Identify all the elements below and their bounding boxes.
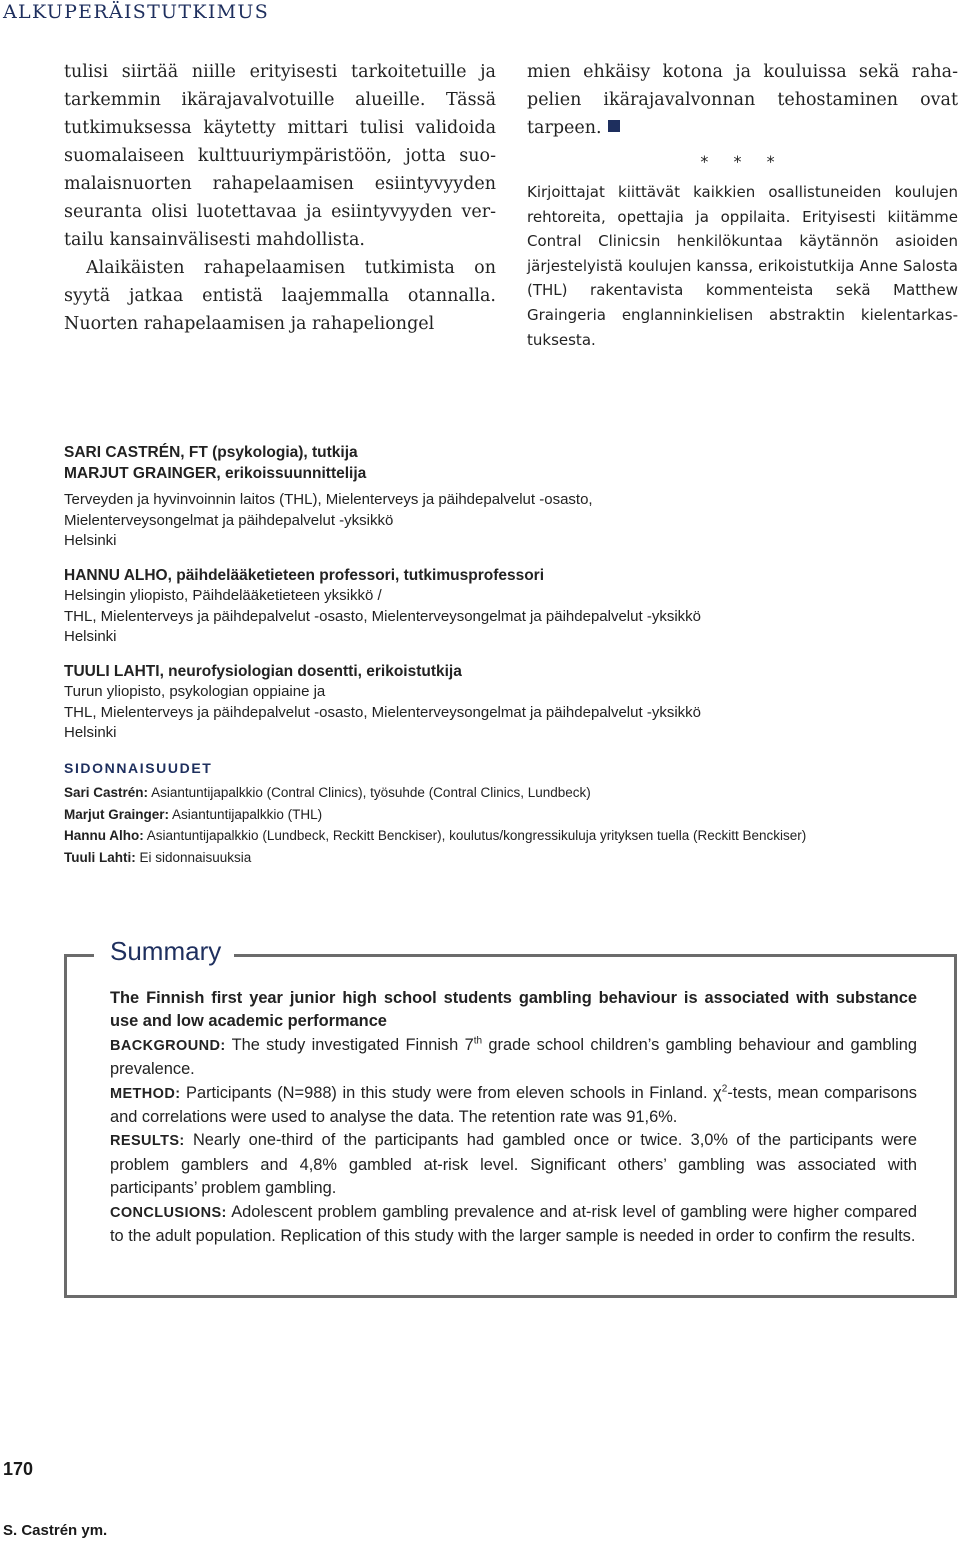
summary-label: CONCLUSIONS: [110, 1204, 227, 1221]
section-separator: * * * [700, 152, 785, 171]
page-number: 170 [3, 1459, 34, 1479]
author-affiliation: Helsingin yliopisto, Päihdelääketieteen yksikkö / [64, 587, 382, 604]
disclosure-item [64, 847, 944, 869]
author-block [64, 443, 944, 552]
summary-results [110, 1129, 917, 1200]
author-block [64, 566, 944, 648]
author-affiliation: Terveyden ja hyvinvoinnin laitos (THL), Mielenterveys ja päihdepalvelut -osasto, [64, 491, 593, 508]
disclosures-title: SIDONNAISUUDET [64, 759, 213, 776]
disclosures-list [64, 782, 944, 868]
summary-content [110, 987, 917, 1248]
summary-label: METHOD: [110, 1085, 181, 1102]
disclosure-item [64, 782, 944, 804]
summary-headline: The Finnish first year junior high school students gambling behaviour is associated with substance use and low academic performance [110, 989, 917, 1031]
summary-text: Participants (N=988) in this study were from eleven schools in Finland. χ [186, 1083, 722, 1102]
summary-label: RESULTS: [110, 1133, 185, 1150]
section-header: ALKUPERÄISTUTKIMUS [3, 1, 270, 23]
body-paragraph: Alaikäisten rahapelaamisen tutkimista on syytä jatkaa entistä laajemmalla otannalla. Nuorten rahapelaamisen ja rahapeliongel [64, 258, 496, 334]
summary-method [110, 1082, 917, 1130]
author-block [64, 662, 944, 744]
disclosure-name: Tuuli Lahti: [64, 849, 136, 865]
summary-text: Adolescent problem gambling prevalence and at-risk level of gambling were higher compared to the adult population. Replication of this study with the larger sample is needed in order to confirm the results. [110, 1202, 917, 1246]
summary-conclusions [110, 1201, 917, 1249]
summary-background [110, 1034, 917, 1082]
summary-text: The study investigated Finnish 7 [231, 1035, 474, 1054]
author-city: Helsinki [64, 628, 117, 645]
author-city: Helsinki [64, 724, 117, 741]
superscript: 2 [721, 1083, 728, 1095]
disclosure-item [64, 804, 944, 826]
body-paragraph [527, 58, 958, 142]
body-paragraph: tulisi siirtää niille erityisesti tarkoitetuille ja tarkemmin ikärajavalvotuille alueille. Tässä tutkimuksessa käytetty mittari tulisi validoida suomalaiseen kulttuuriympäristöön, jotta suomalaisnuorten rahapelaamisen esiintyvyyden seuranta olisi luotettavaa ja esiintyvyyden vertailu kansainvälisesti mahdollista. [64, 62, 496, 250]
author-affiliation: Mielenterveysongelmat ja päihdepalvelut -yksikkö [64, 511, 394, 529]
disclosure-item [64, 825, 944, 847]
body-column-left [64, 58, 496, 338]
disclosure-text: Asiantuntijapalkkio (Lundbeck, Reckitt Benckiser), koulutus/kongressikuluja yrityksen tuella (Reckitt Benckiser) [146, 828, 807, 843]
disclosure-name: Sari Castrén: [64, 785, 149, 800]
acknowledgement: Kirjoittajat kiittävät kaikkien osallistuneiden koulujen rehtoreita, opettajia ja oppilaita. Erityisesti kiitämme Contral Clinicsin henkilökuntaa käytännön asioiden järjestelyistä koulujen kanssa, erikoistutkija Anne Salosta (THL) rakentavista kommenteista sekä Matthew Graingeria englanninkielisen abstraktin kielentarkastuksesta. [527, 183, 958, 349]
superscript: th [473, 1035, 483, 1047]
summary-label: BACKGROUND: [110, 1037, 226, 1054]
author-affiliation: THL, Mielenterveys ja päihdepalvelut -osasto, Mielenterveysongelmat ja päihdepalvelut -yksikkö [64, 607, 701, 625]
summary-text: grade school children’s gambling behaviour and gambling prevalence. [110, 1035, 917, 1079]
disclosure-name: Hannu Alho: [64, 828, 144, 843]
author-name: SARI CASTRÉN, FT (psykologia), tutkija [64, 444, 358, 461]
author-affiliations [64, 443, 944, 868]
body-paragraph-text: mien ehkäisy kotona ja kouluissa sekä rahapelien ikärajavalvonnan tehostaminen ovat tarpeen. [527, 62, 958, 138]
summary-text: Nearly one-third of the participants had gambled once or twice. 3,0% of the participants were problem gamblers and 4,8% gambled at-risk level. Significant others’ gambling was associated with participants’ problem gambling. [110, 1131, 917, 1198]
summary-text: -tests, mean comparisons and correlations were used to analyse the data. The retention rate was 91,6%. [110, 1083, 917, 1127]
summary-box-top-border [234, 954, 957, 957]
disclosure-name: Marjut Grainger: [64, 806, 170, 822]
author-affiliation: Turun yliopisto, psykologian oppiaine ja [64, 683, 326, 700]
end-of-article-square-icon [608, 120, 620, 132]
author-name: TUULI LAHTI, neurofysiologian dosentti, erikoistutkija [64, 662, 462, 680]
body-column-right [527, 58, 958, 352]
author-name: MARJUT GRAINGER, erikoissuunnittelija [64, 464, 367, 482]
author-city: Helsinki [64, 532, 117, 549]
summary-title: Summary [108, 936, 227, 967]
author-name: HANNU ALHO, päihdelääketieteen professori, tutkimusprofessori [64, 566, 545, 584]
author-affiliation: THL, Mielenterveys ja päihdepalvelut -osasto, Mielenterveysongelmat ja päihdepalvelut -yksikkö [64, 703, 701, 721]
disclosure-text: Ei sidonnaisuuksia [139, 849, 252, 865]
disclosure-text: Asiantuntijapalkkio (Contral Clinics), työsuhde (Contral Clinics, Lundbeck) [151, 785, 591, 800]
summary-box-top-border [64, 954, 94, 957]
running-footer: S. Castrén ym. [3, 1522, 108, 1539]
disclosure-text: Asiantuntijapalkkio (THL) [172, 806, 323, 822]
